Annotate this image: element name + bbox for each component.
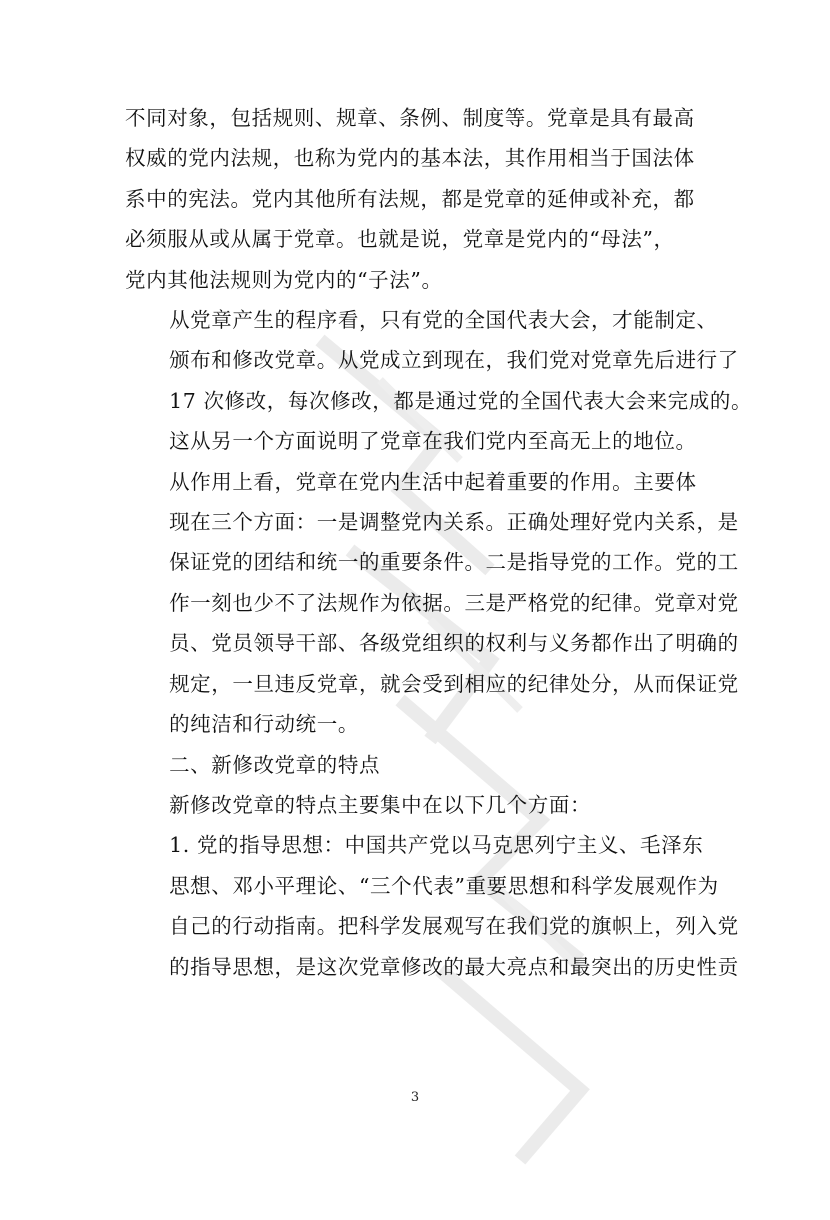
text-line: 保证党的团结和统一的重要条件。二是指导党的工作。党的工: [169, 550, 739, 575]
text-line: 员、党员领导干部、各级党组织的权利与义务都作出了明确的: [169, 631, 739, 656]
text-line: 从党章产生的程序看，只有党的全国代表大会，才能制定、: [169, 308, 718, 333]
text-line: 二、新修改党章的特点: [169, 752, 381, 777]
paragraph: [125, 300, 753, 462]
text-line: 这从另一个方面说明了党章在我们党内至高无上的地位。: [169, 429, 697, 454]
text-line: 权威的党内法规，也称为党内的基本法，其作用相当于国法体: [125, 146, 695, 171]
text-line: 17 次修改，每次修改，都是通过党的全国代表大会来完成的。: [169, 388, 753, 413]
text-line: 颁布和修改党章。从党成立到现在，我们党对党章先后进行了: [169, 348, 739, 373]
text-line: 的纯洁和行动统一。: [169, 712, 359, 737]
text-line: 思想、邓小平理论、“三个代表”重要思想和科学发展观作为: [169, 873, 719, 898]
text-line: 新修改党章的特点主要集中在以下几个方面：: [169, 792, 592, 817]
paragraph: [125, 462, 739, 745]
watermark-stroke: [440, 970, 580, 1160]
text-line: 作一刻也少不了法规作为依据。三是严格党的纪律。党章对党: [169, 590, 739, 615]
paragraph: [125, 745, 715, 785]
text-line: 不同对象，包括规则、规章、条例、制度等。党章是具有最高: [125, 106, 695, 130]
text-line: 党内其他法规则为党内的“子法”。: [125, 267, 443, 292]
text-line: 必须服从或从属于党章。也就是说，党章是党内的“母法”，: [125, 227, 675, 252]
text-line: 1. 党的指导思想：中国共产党以马克思列宁主义、毛泽东: [169, 833, 704, 858]
text-line: 现在三个方面：一是调整党内关系。正确处理好党内关系，是: [169, 510, 739, 535]
page-number: 3: [410, 1090, 420, 1105]
text-line: 系中的宪法。党内其他所有法规，都是党章的延伸或补充，都: [125, 186, 695, 211]
text-line: 自己的行动指南。把科学发展观写在我们党的旗帜上，列入党: [169, 914, 739, 939]
document-body: [125, 98, 753, 987]
paragraph: [125, 98, 715, 300]
text-line: 规定，一旦违反党章，就会受到相应的纪律处分，从而保证党: [169, 671, 739, 696]
paragraph: [125, 785, 715, 825]
text-line: 的指导思想，是这次党章修改的最大亮点和最突出的历史性贡: [169, 954, 739, 979]
paragraph: [125, 825, 739, 987]
text-line: 从作用上看，党章在党内生活中起着重要的作用。主要体: [169, 469, 697, 494]
